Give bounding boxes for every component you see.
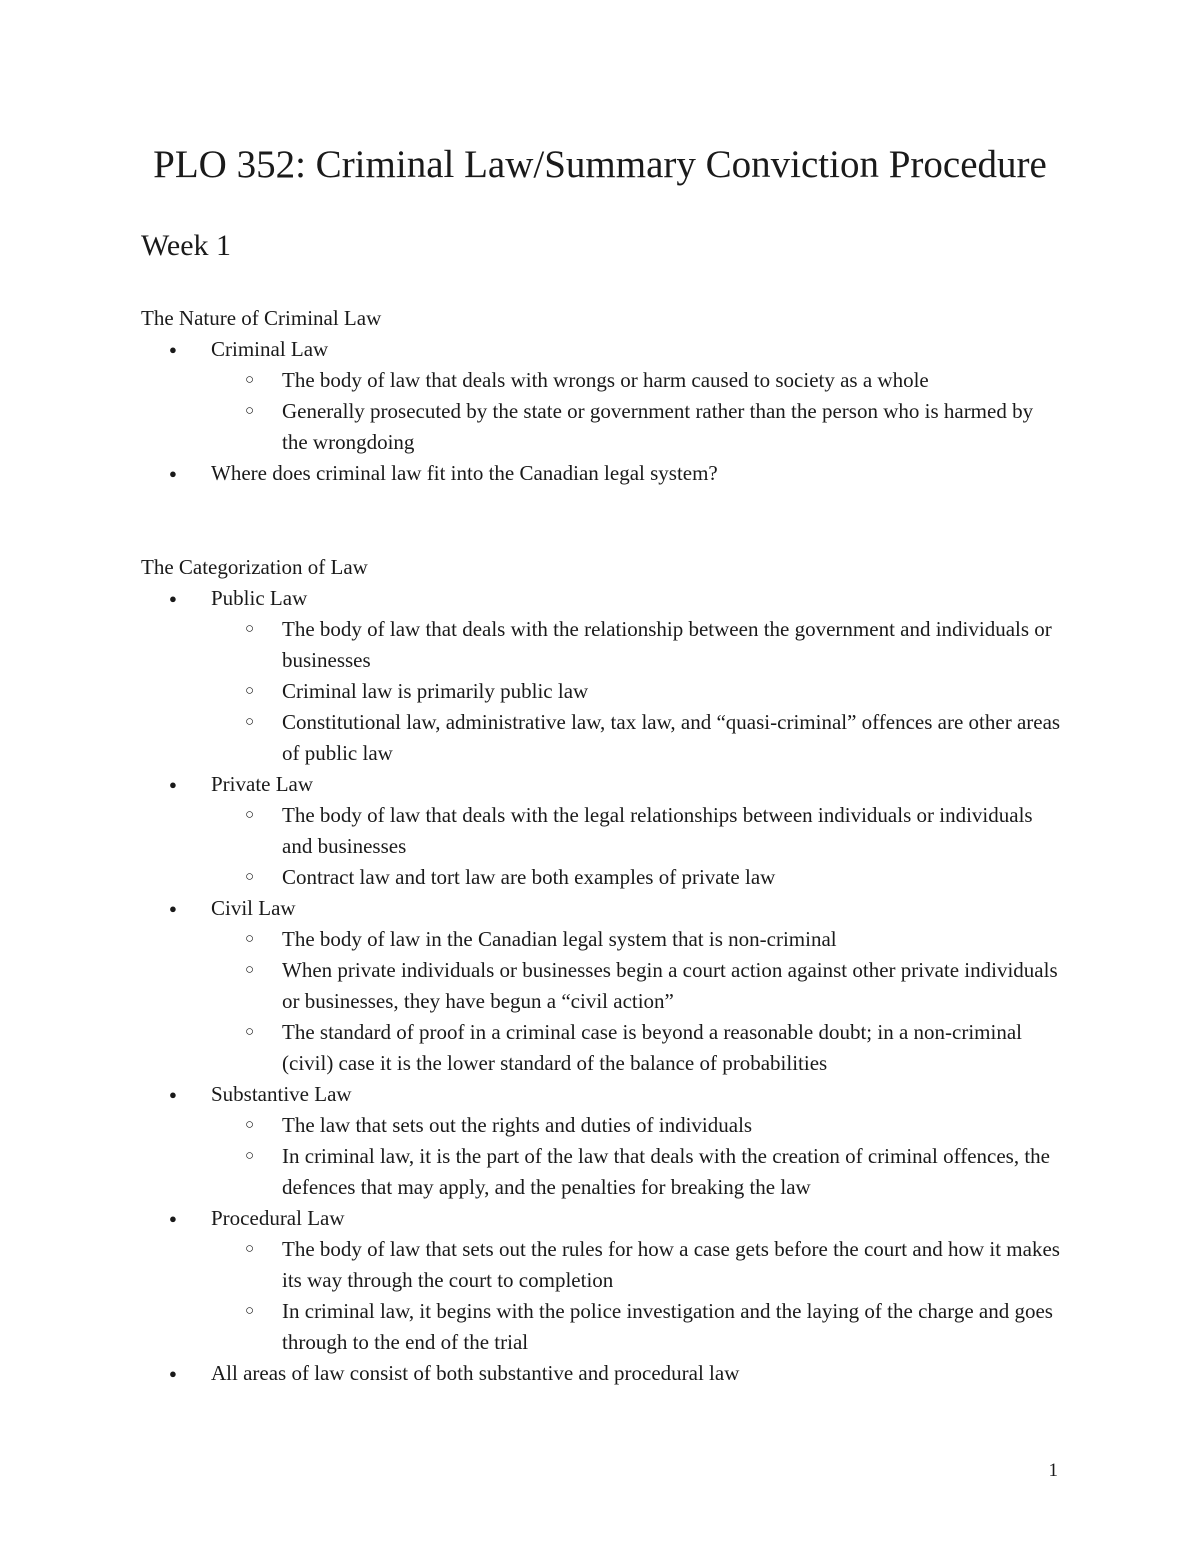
hollow-bullet-icon: ○	[245, 403, 255, 419]
sub-list-item-text: Criminal law is primarily public law	[282, 679, 589, 703]
list-item-label: Where does criminal law fit into the Canadian legal system?	[211, 461, 718, 485]
sub-list-item	[141, 924, 1062, 955]
sub-list-item-text: The standard of proof in a criminal case is beyond a reasonable doubt; in a non-criminal (civil) case it is the lower standard of the balance of probabilities	[282, 1020, 1023, 1075]
sub-list-item-text: The body of law that sets out the rules for how a case gets before the court and how it makes its way through the court to completion	[282, 1237, 1060, 1292]
list-item	[141, 334, 1081, 365]
sub-list-item-text: The law that sets out the rights and duties of individuals	[282, 1113, 753, 1137]
page-number: 1	[1048, 1460, 1058, 1481]
hollow-bullet-icon: ○	[245, 621, 255, 637]
filled-bullet-icon: ●	[169, 342, 177, 357]
sub-list-item	[141, 365, 1062, 396]
sub-list-item-text: Constitutional law, administrative law, tax law, and “quasi-criminal” offences are other areas of public law	[282, 710, 1061, 765]
hollow-bullet-icon: ○	[245, 807, 255, 823]
sub-list-item	[141, 955, 1062, 1017]
hollow-bullet-icon: ○	[245, 931, 255, 947]
filled-bullet-icon: ●	[169, 591, 177, 606]
filled-bullet-icon: ●	[169, 777, 177, 792]
list-item	[141, 893, 1081, 924]
hollow-bullet-icon: ○	[245, 1148, 255, 1164]
sub-list-item-text: In criminal law, it is the part of the law that deals with the creation of criminal offences, the defences that may apply, and the penalties for breaking the law	[282, 1144, 1050, 1199]
section-title: The Nature of Criminal Law	[141, 306, 382, 330]
filled-bullet-icon: ●	[169, 1366, 177, 1381]
list-item-label: Private Law	[211, 772, 314, 796]
sub-list-item	[141, 1141, 1062, 1203]
list-item	[141, 1203, 1081, 1234]
hollow-bullet-icon: ○	[245, 372, 255, 388]
list-item-label: Public Law	[211, 586, 308, 610]
sub-list-item-text: Contract law and tort law are both examples of private law	[282, 865, 776, 889]
hollow-bullet-icon: ○	[245, 869, 255, 885]
hollow-bullet-icon: ○	[245, 962, 255, 978]
hollow-bullet-icon: ○	[245, 1024, 255, 1040]
filled-bullet-icon: ●	[169, 901, 177, 916]
filled-bullet-icon: ●	[169, 466, 177, 481]
list-item-label: All areas of law consist of both substantive and procedural law	[211, 1361, 740, 1385]
sub-list-item	[141, 1110, 1062, 1141]
list-item-label: Civil Law	[211, 896, 296, 920]
filled-bullet-icon: ●	[169, 1211, 177, 1226]
sub-list-item-text: Generally prosecuted by the state or government rather than the person who is harmed by the wrongdoing	[282, 399, 1034, 454]
list-item-label: Procedural Law	[211, 1206, 345, 1230]
hollow-bullet-icon: ○	[245, 683, 255, 699]
sub-list-item	[141, 676, 1062, 707]
week-heading: Week 1	[141, 229, 232, 262]
hollow-bullet-icon: ○	[245, 1303, 255, 1319]
filled-bullet-icon: ●	[169, 1087, 177, 1102]
sub-list-item	[141, 1296, 1062, 1358]
sub-list-item	[141, 1017, 1062, 1079]
list-item	[141, 583, 1081, 614]
sub-list-item	[141, 614, 1062, 676]
hollow-bullet-icon: ○	[245, 1241, 255, 1257]
sub-list-item-text: When private individuals or businesses begin a court action against other private individuals or businesses, they have begun a “civil action”	[282, 958, 1058, 1013]
list-item	[141, 769, 1081, 800]
sub-list-item	[141, 800, 1062, 862]
sub-list-item	[141, 396, 1062, 458]
list-item-label: Substantive Law	[211, 1082, 352, 1106]
section-categorization-of-law	[141, 552, 1081, 1389]
list-item	[141, 458, 1081, 489]
sub-list-item	[141, 707, 1062, 769]
document-title: PLO 352: Criminal Law/Summary Conviction Procedure	[153, 143, 1047, 186]
sub-list-item-text: The body of law in the Canadian legal system that is non-criminal	[282, 927, 837, 951]
list-item	[141, 1358, 1081, 1389]
section-nature-of-criminal-law	[141, 303, 1081, 489]
hollow-bullet-icon: ○	[245, 1117, 255, 1133]
sub-list-item-text: The body of law that deals with the relationship between the government and individuals or businesses	[282, 617, 1052, 672]
sub-list-item	[141, 862, 1062, 893]
list-item-label: Criminal Law	[211, 337, 329, 361]
sub-list-item-text: The body of law that deals with the legal relationships between individuals or individuals and businesses	[282, 803, 1033, 858]
hollow-bullet-icon: ○	[245, 714, 255, 730]
section-title: The Categorization of Law	[141, 555, 368, 579]
sub-list-item	[141, 1234, 1062, 1296]
sub-list-item-text: In criminal law, it begins with the police investigation and the laying of the charge and goes through to the end of the trial	[282, 1299, 1053, 1354]
sub-list-item-text: The body of law that deals with wrongs or harm caused to society as a whole	[282, 368, 929, 392]
list-item	[141, 1079, 1081, 1110]
